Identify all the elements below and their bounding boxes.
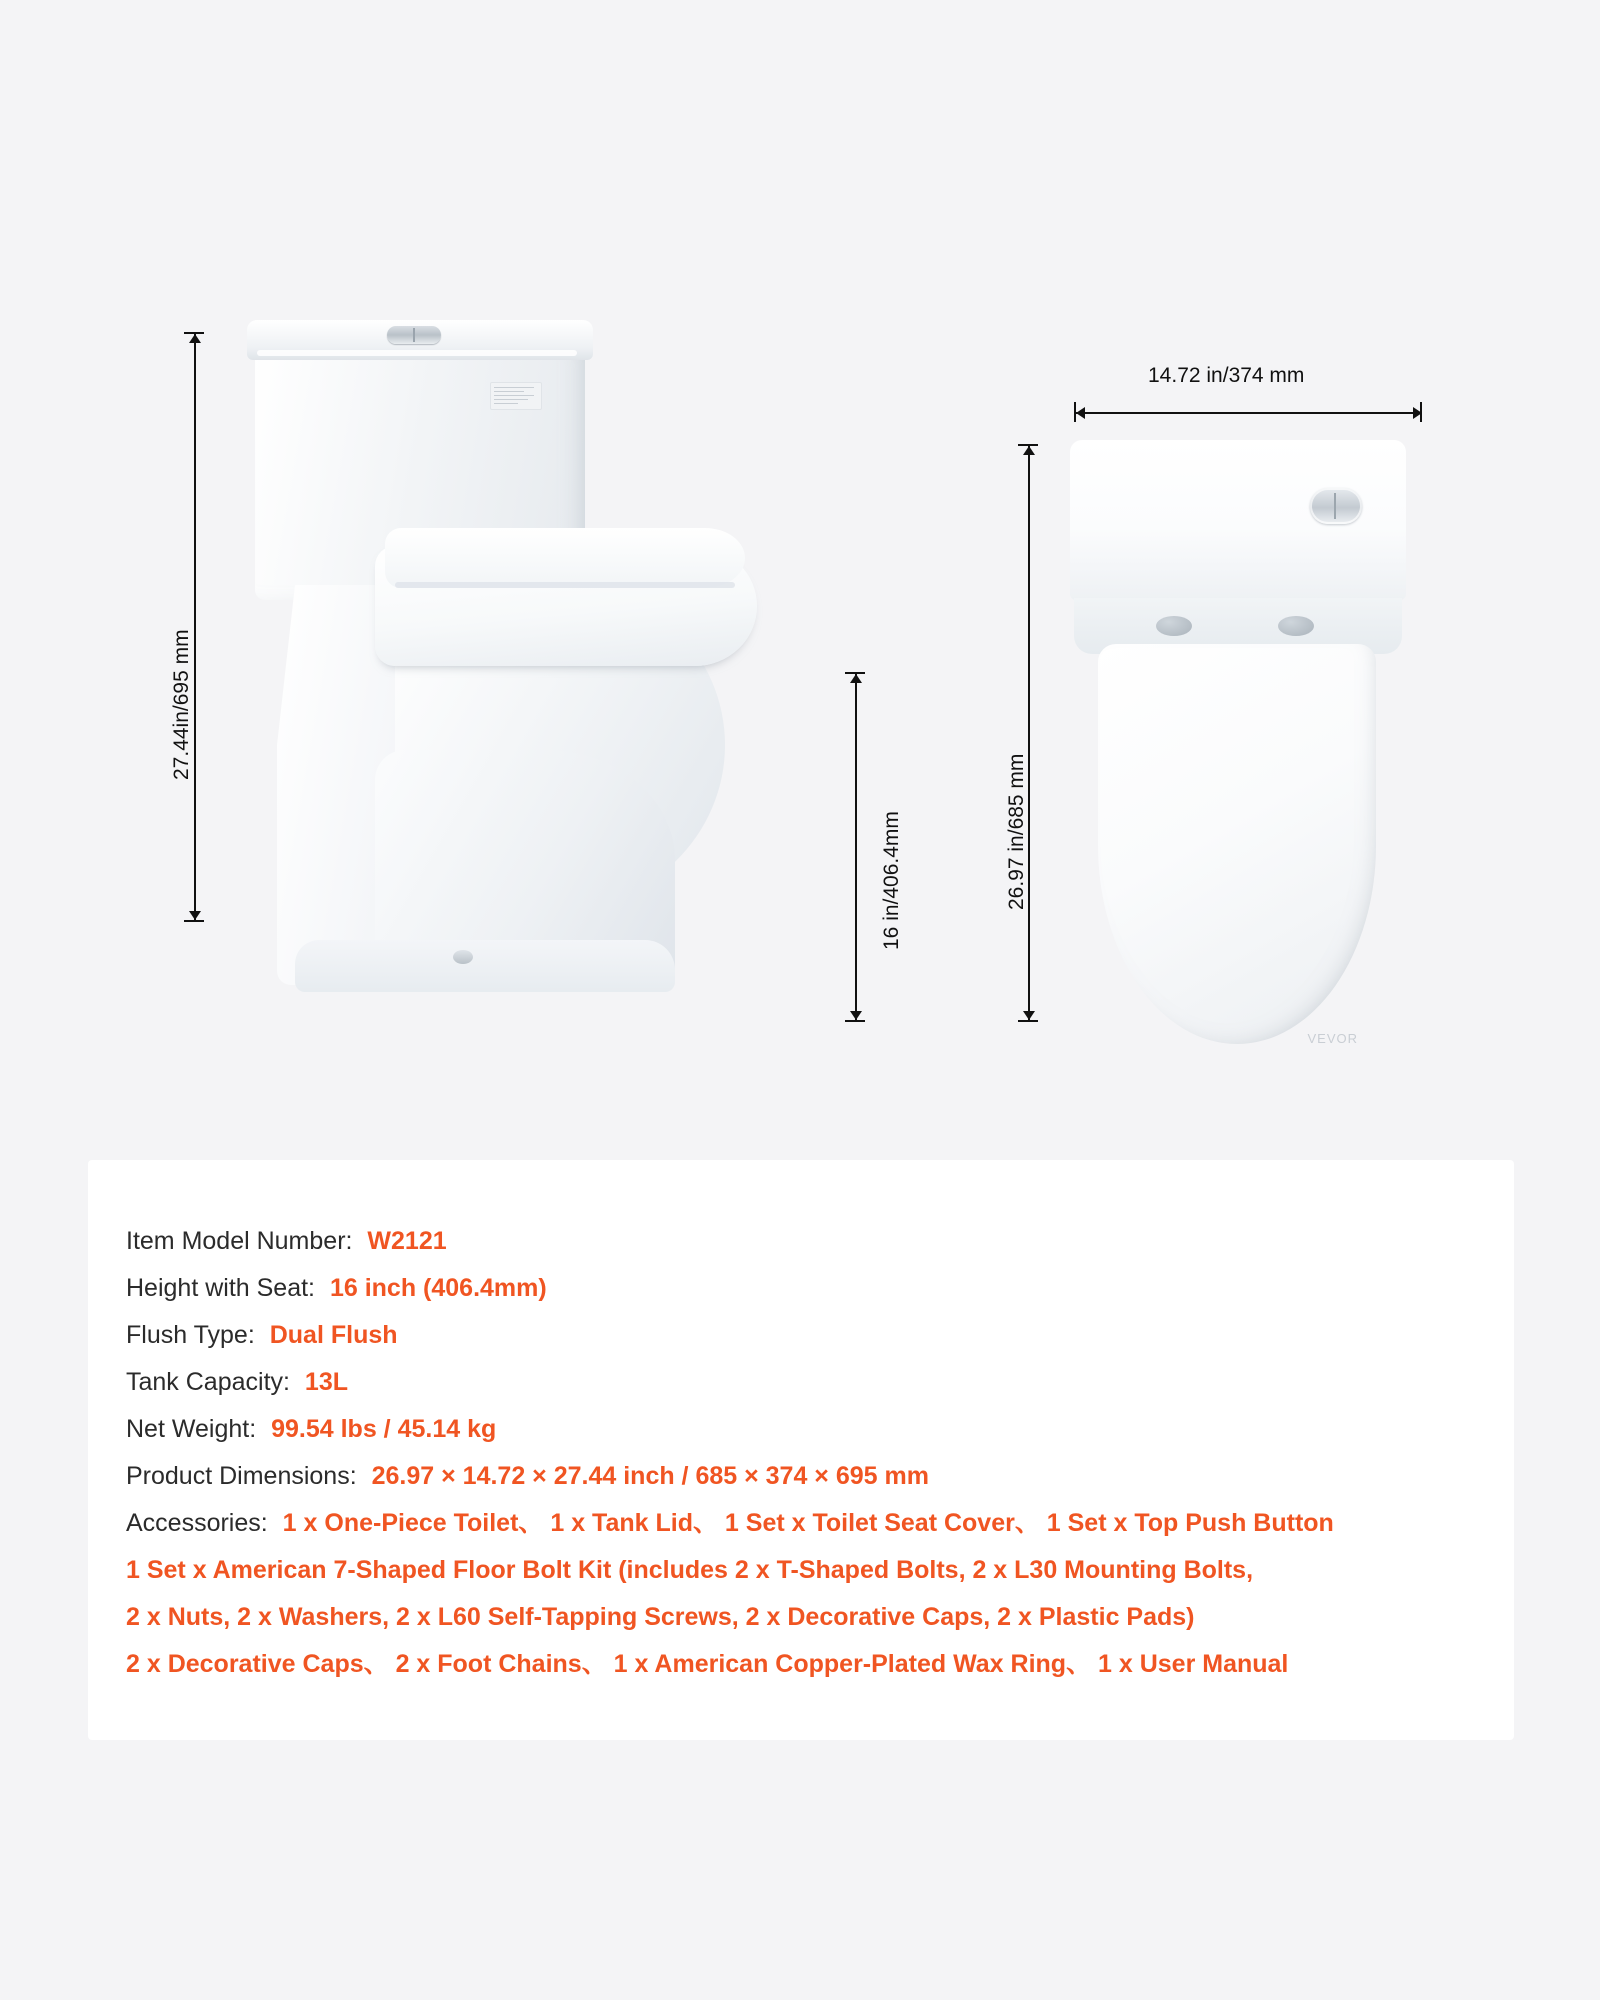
top-view-tank xyxy=(1070,440,1406,600)
bolt-hole-right-icon xyxy=(1278,616,1314,636)
specification-list xyxy=(126,1218,1484,1688)
height-arrow-up xyxy=(189,334,201,343)
height-tick-bottom xyxy=(184,920,204,922)
spec-value: 16 inch (406.4mm) xyxy=(329,1274,547,1302)
brand-logo: VEVOR xyxy=(1307,1031,1358,1046)
depth-arrow-down xyxy=(1023,1011,1035,1020)
spec-row xyxy=(126,1312,1484,1359)
depth-label: 26.97 in/685 mm xyxy=(1005,753,1028,910)
toilet-top-view-illustration xyxy=(1060,440,1410,1060)
depth-dimension-line xyxy=(1028,444,1030,1022)
spec-value: 1 x One-Piece Toilet、 1 x Tank Lid、 1 Set x Toilet Seat Cover、 1 Set x Top Push Button xyxy=(282,1509,1334,1537)
depth-tick-bottom xyxy=(1018,1020,1038,1022)
spec-row xyxy=(126,1265,1484,1312)
bowl-base xyxy=(295,940,675,992)
height-arrow-down xyxy=(189,911,201,920)
accessories-continued-line: 2 x Nuts, 2 x Washers, 2 x L60 Self-Tapping Screws, 2 x Decorative Caps, 2 x Plastic Pads) xyxy=(126,1603,1195,1631)
width-arrow-left xyxy=(1076,407,1085,419)
seat-gap-shadow xyxy=(395,582,735,588)
spec-row xyxy=(126,1453,1484,1500)
width-label: 14.72 in/374 mm xyxy=(1148,364,1305,387)
toilet-side-view-illustration xyxy=(255,320,775,1020)
seat-height-arrow-up xyxy=(850,674,862,683)
seat-height-tick-bottom xyxy=(845,1020,865,1022)
decorative-cap-icon xyxy=(453,950,473,964)
spec-label: Product Dimensions: xyxy=(126,1462,357,1490)
accessories-continued-line: 1 Set x American 7-Shaped Floor Bolt Kit (includes 2 x T-Shaped Bolts, 2 x L30 Mounting Bolts, xyxy=(126,1556,1254,1584)
spec-value: 26.97 × 14.72 × 27.44 inch / 685 × 374 × 695 mm xyxy=(371,1462,929,1490)
width-dimension-line xyxy=(1074,412,1422,414)
top-view-push-button-icon xyxy=(1310,488,1362,524)
tank-spec-sticker xyxy=(490,382,542,410)
spec-label: Tank Capacity: xyxy=(126,1368,290,1396)
spec-label: Net Weight: xyxy=(126,1415,257,1443)
spec-row xyxy=(126,1406,1484,1453)
bolt-hole-left-icon xyxy=(1156,616,1192,636)
spec-value: 99.54 lbs / 45.14 kg xyxy=(271,1415,497,1443)
seat-height-dimension-line xyxy=(855,672,857,1022)
overall-height-label: 27.44in/695 mm xyxy=(170,629,193,780)
specification-card xyxy=(88,1160,1514,1740)
top-push-button-icon xyxy=(387,326,441,344)
width-arrow-right xyxy=(1413,407,1422,419)
spec-label: Item Model Number: xyxy=(126,1227,353,1255)
spec-row xyxy=(126,1218,1484,1265)
spec-value: Dual Flush xyxy=(269,1321,398,1349)
spec-row xyxy=(126,1359,1484,1406)
spec-row-accessories xyxy=(126,1500,1484,1547)
toilet-seat-lid xyxy=(385,528,745,588)
spec-label: Accessories: xyxy=(126,1509,268,1537)
seat-height-arrow-down xyxy=(850,1011,862,1020)
top-view-bowl xyxy=(1098,644,1376,1044)
seat-height-label: 16 in/406.4mm xyxy=(880,811,903,950)
spec-value: 13L xyxy=(304,1368,349,1396)
accessories-continued-line: 2 x Decorative Caps、 2 x Foot Chains、 1 x American Copper-Plated Wax Ring、 1 x User Manual xyxy=(126,1650,1289,1678)
spec-label: Flush Type: xyxy=(126,1321,255,1349)
depth-arrow-up xyxy=(1023,446,1035,455)
height-dimension-line xyxy=(194,332,196,922)
spec-value: W2121 xyxy=(367,1227,447,1255)
spec-label: Height with Seat: xyxy=(126,1274,315,1302)
